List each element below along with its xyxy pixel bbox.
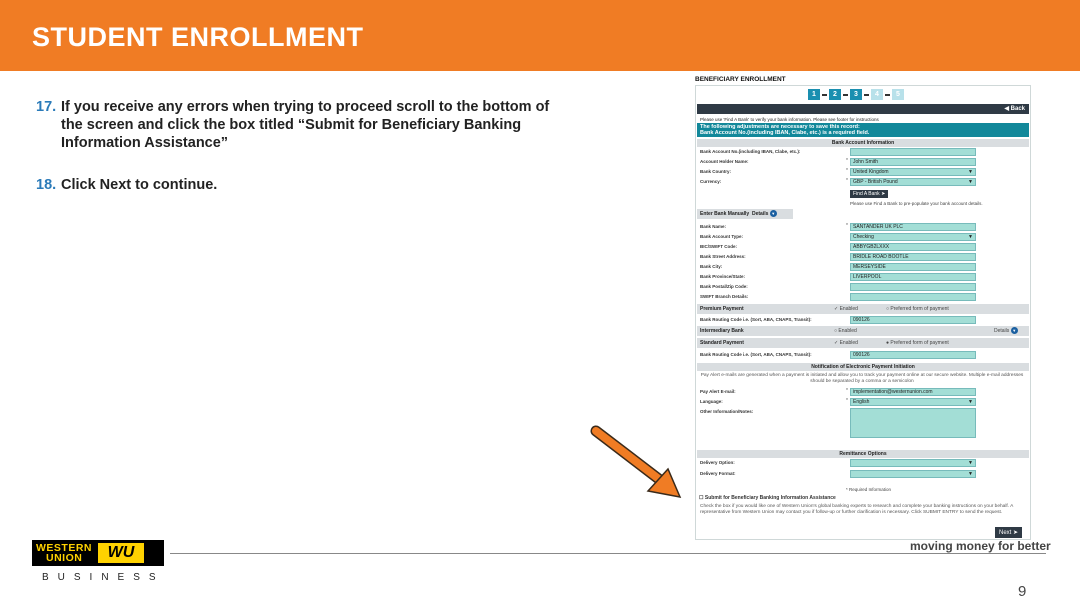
swift-branch-field[interactable] <box>850 293 976 301</box>
logo-wordmark <box>36 543 92 563</box>
step-separator <box>885 94 890 96</box>
street-field[interactable]: BRIDLE ROAD BOOTLE <box>850 253 976 261</box>
currency-select[interactable] <box>850 178 976 186</box>
step-1[interactable]: 1 <box>808 89 820 100</box>
bic-label: BIC/SWIFT Code: <box>700 244 737 249</box>
chevron-down-icon: ▼ <box>771 211 776 216</box>
form-title: BENEFICIARY ENROLLMENT <box>695 76 786 83</box>
page-title: STUDENT ENROLLMENT <box>32 22 364 52</box>
delivery-option-label: Delivery Option: <box>700 460 735 465</box>
chevron-down-icon: ▼ <box>968 460 973 466</box>
postal-field[interactable] <box>850 283 976 291</box>
other-notes-label: Other Information/Notes: <box>700 409 754 414</box>
required-asterisk: * <box>846 158 848 164</box>
standard-enabled-checkbox[interactable]: ✓ Enabled <box>834 340 858 346</box>
country-select[interactable] <box>850 168 976 176</box>
details-label: Details <box>751 211 769 217</box>
standard-preferred-radio[interactable]: ● Preferred form of payment <box>886 340 949 346</box>
delivery-option-select[interactable] <box>850 459 976 467</box>
step-18 <box>36 176 576 194</box>
enabled-label: Enabled <box>839 340 858 346</box>
account-type-value: Checking <box>853 234 874 240</box>
step-text: If you receive any errors when trying to proceed scroll to the bottom of the screen and click the box titled “Submit for Beneficiary Banking Information Assistance” <box>61 99 550 151</box>
account-type-label: Bank Account Type: <box>700 234 744 239</box>
currency-value: GBP - British Pound <box>853 179 898 185</box>
chevron-down-icon: ▼ <box>1012 328 1017 333</box>
account-no-label: Bank Account No.(including IBAN, Clabe, etc.): <box>700 149 801 154</box>
submit-assistance-checkbox[interactable]: ☐ Submit for Beneficiary Banking Information Assistance <box>699 495 836 501</box>
premium-label: Premium Payment <box>700 306 744 312</box>
province-label: Bank Province/State: <box>700 274 746 279</box>
step-3[interactable]: 3 <box>850 89 862 100</box>
intermediary-bank-group <box>697 326 1029 336</box>
step-text: Click Next to continue. <box>61 177 218 193</box>
enabled-label: Enabled <box>838 328 857 334</box>
premium-preferred-radio[interactable]: ○ Preferred form of payment <box>886 306 949 312</box>
intermediary-details-toggle[interactable] <box>994 327 1018 334</box>
required-label: Required Information <box>849 487 892 492</box>
language-value: English <box>853 399 870 405</box>
chevron-down-icon: ▼ <box>968 179 973 185</box>
premium-routing-label: Bank Routing Code i.e. (Sort, ABA, CNAPS, Transit): <box>700 317 812 322</box>
logo-business: BUSINESS <box>42 572 165 583</box>
logo-box <box>32 540 164 566</box>
logo-mark: WU <box>98 543 144 563</box>
bank-name-label: Bank Name: <box>700 224 727 229</box>
progress-stepper <box>808 89 904 100</box>
account-type-select[interactable] <box>850 233 976 241</box>
standard-payment-group <box>697 338 1029 348</box>
intermediary-enabled-checkbox[interactable]: ○ Enabled <box>834 328 857 334</box>
logo-line-2: UNION <box>46 552 83 564</box>
footer-divider <box>170 553 1046 554</box>
standard-label: Standard Payment <box>700 340 744 346</box>
required-asterisk: * <box>846 388 848 394</box>
bank-account-section: Bank Account Information <box>697 139 1029 147</box>
currency-label: Currency: <box>700 179 722 184</box>
intermediary-label: Intermediary Bank <box>700 328 744 334</box>
country-label: Bank Country: <box>700 169 732 174</box>
page-number: 9 <box>1018 583 1027 600</box>
pointer-arrow-icon <box>590 425 690 505</box>
chevron-down-icon: ▼ <box>968 399 973 405</box>
submit-assistance-text: Check the box if you would like one of Western Union's global banking experts to research and complete your banking instructions on your behalf. A representative from Western Union may contact you if follow-up or further clarification is necessary. Click SUBMIT ENTRY to send the request. <box>700 504 1014 515</box>
find-bank-button[interactable]: Find A Bank ➤ <box>850 190 888 198</box>
error-line-1: The following adjustments are necessary to save this record: <box>700 124 860 130</box>
find-bank-hint: Please use Find a Bank to pre-populate your bank account details. <box>850 201 983 206</box>
required-asterisk: * <box>846 223 848 229</box>
submit-assistance-label: Submit for Beneficiary Banking Information Assistance <box>704 495 836 501</box>
enter-bank-manually[interactable] <box>697 209 793 219</box>
swift-branch-label: SWIFT Branch Details: <box>700 294 749 299</box>
chevron-down-icon: ▼ <box>968 234 973 240</box>
province-field[interactable]: LIVERPOOL <box>850 273 976 281</box>
required-info-note: * Required Information <box>846 487 892 492</box>
notification-text: Pay Alert e-mails are generated when a payment is initiated and allow you to track your payment online at our secure website. Multiple e-mail addresses should be separated by a comma or a semicolon <box>700 373 1024 384</box>
back-button[interactable]: ◀ Back <box>1004 106 1025 112</box>
street-label: Bank Street Address: <box>700 254 746 259</box>
notice-text: Please use 'Find A Bank' to verify your bank information. Please see footer for instructions <box>700 117 879 122</box>
preferred-label: Preferred form of payment <box>890 340 949 346</box>
required-asterisk: * <box>846 168 848 174</box>
delivery-format-label: Delivery Format: <box>700 471 736 476</box>
enabled-label: Enabled <box>839 306 858 312</box>
postal-label: Bank Postal/Zip Code: <box>700 284 748 289</box>
premium-payment-group <box>697 304 1029 314</box>
language-select[interactable] <box>850 398 976 406</box>
city-label: Bank City: <box>700 264 723 269</box>
preferred-label: Preferred form of payment <box>890 306 949 312</box>
account-no-field[interactable] <box>850 148 976 156</box>
email-field[interactable]: implementation@westernunion.com <box>850 388 976 396</box>
error-banner <box>697 123 1029 137</box>
standard-routing-field[interactable]: 090126 <box>850 351 976 359</box>
city-field[interactable]: MERSEYSIDE <box>850 263 976 271</box>
step-4: 4 <box>871 89 883 100</box>
back-label: Back <box>1010 106 1025 112</box>
premium-enabled-checkbox[interactable]: ✓ Enabled <box>834 306 858 312</box>
required-asterisk: * <box>846 178 848 184</box>
required-asterisk: * <box>846 398 848 404</box>
instructions <box>36 98 576 218</box>
back-bar <box>697 104 1029 114</box>
bic-field[interactable]: ABBYGB2LXXX <box>850 243 976 251</box>
step-separator <box>843 94 848 96</box>
email-label: Pay Alert E-mail: <box>700 389 736 394</box>
western-union-logo <box>32 540 165 583</box>
notification-section: Notification of Electronic Payment Initiation <box>697 363 1029 371</box>
premium-routing-field[interactable]: 090126 <box>850 316 976 324</box>
chevron-down-icon: ▼ <box>968 169 973 175</box>
manual-label: Enter Bank Manually <box>700 211 750 217</box>
step-number: 17. <box>36 99 57 115</box>
find-bank-label: Find A Bank <box>853 191 880 197</box>
step-number: 18. <box>36 177 57 193</box>
error-line-2: Bank Account No.(including IBAN, Clabe, etc.) is a required field. <box>700 130 870 136</box>
bank-name-field[interactable]: SANTANDER UK PLC <box>850 223 976 231</box>
step-5: 5 <box>892 89 904 100</box>
details-label: Details <box>994 328 1010 334</box>
other-notes-textarea[interactable] <box>850 408 976 438</box>
standard-routing-label: Bank Routing Code i.e. (Sort, ABA, CNAPS, Transit): <box>700 352 812 357</box>
next-button[interactable]: Next ➤ <box>995 527 1022 538</box>
delivery-format-select[interactable] <box>850 470 976 478</box>
country-value: United Kingdom <box>853 169 889 175</box>
holder-label: Account Holder Name: <box>700 159 749 164</box>
step-separator <box>822 94 827 96</box>
header-bar <box>0 0 1080 71</box>
next-label: Next <box>999 530 1012 536</box>
step-2[interactable]: 2 <box>829 89 841 100</box>
logo-line-1: WESTERN <box>36 542 92 554</box>
step-17 <box>36 98 576 152</box>
chevron-down-icon: ▼ <box>968 471 973 477</box>
remittance-section: Remittance Options <box>697 450 1029 458</box>
step-separator <box>864 94 869 96</box>
beneficiary-form <box>695 85 1031 540</box>
tagline: moving money for better <box>910 539 1051 553</box>
language-label: Language: <box>700 399 723 404</box>
holder-field[interactable]: John Smith <box>850 158 976 166</box>
